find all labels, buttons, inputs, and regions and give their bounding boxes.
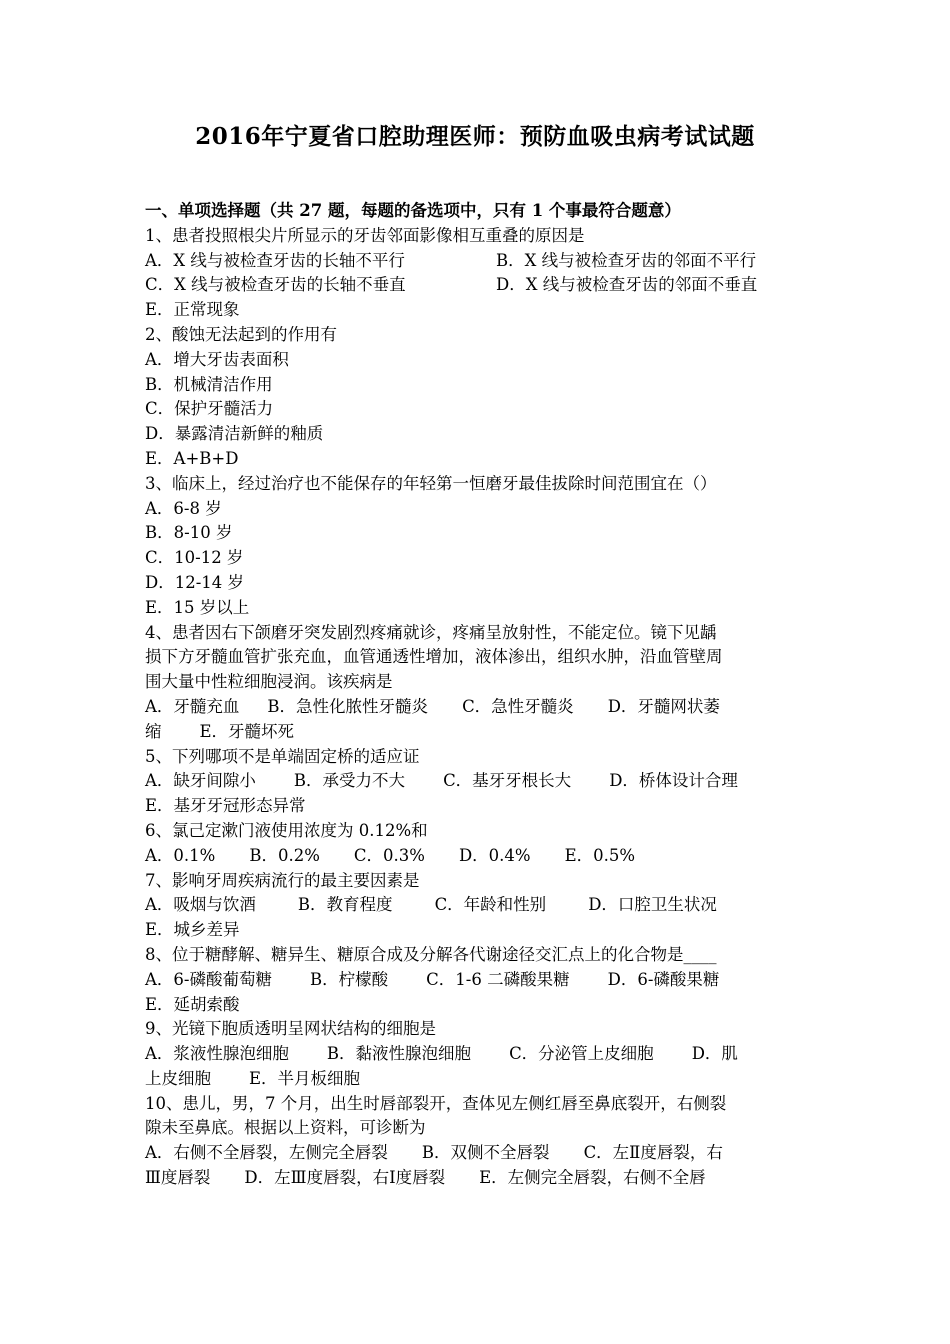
question-5-stem: 5、下列哪项不是单端固定桥的适应证: [145, 746, 420, 766]
option-e: E．基牙牙冠形态异常: [145, 796, 306, 816]
option-c: C．1-6 二磷酸果糖: [426, 969, 570, 989]
option-d: D．12-14 岁: [145, 572, 245, 592]
option-d: D．6-磷酸果糖: [607, 969, 720, 989]
question-10-stem-line-2: 隙未至鼻底。根据以上资料，可诊断为: [145, 1118, 426, 1138]
option-a: A．牙髓充血: [145, 696, 240, 716]
option-b: B．承受力不大: [293, 771, 406, 791]
option-b: B．机械清洁作用: [145, 374, 273, 394]
option-e: E．牙髓坏死: [199, 721, 295, 741]
option-c: C．10-12 岁: [145, 548, 244, 568]
question-10-options-row: [145, 1141, 815, 1166]
option-e: E．0.5%: [564, 845, 636, 865]
option-e: E．延胡索酸: [145, 994, 240, 1014]
option-d: D．0.4%: [458, 845, 531, 865]
document-body: [145, 199, 815, 1191]
question-5-options-row: [145, 769, 815, 794]
option-b: B．X 线与被检查牙齿的邻面不平行: [496, 250, 757, 270]
option-c: C．X 线与被检查牙齿的长轴不垂直: [145, 275, 406, 295]
question-6-stem: 6、氯己定漱门液使用浓度为 0.12%和: [145, 820, 428, 840]
option-d-continued: 上皮细胞: [145, 1068, 211, 1088]
question-1-options-row-1: [145, 249, 815, 274]
question-4-stem-line-2: 损下方牙髓血管扩张充血，血管通透性增加，液体渗出，组织水肿，沿血管壁周: [145, 647, 723, 667]
question-8-options-row: [145, 968, 815, 993]
option-d: D．桥体设计合理: [609, 771, 738, 791]
option-e: E．正常现象: [145, 300, 240, 320]
option-b: B．急性化脓性牙髓炎: [267, 696, 429, 716]
option-c: C．0.3%: [353, 845, 425, 865]
option-e: E．城乡差异: [145, 920, 240, 940]
option-d: D．X 线与被检查牙齿的邻面不垂直: [496, 275, 758, 295]
option-d: D．暴露清洁新鲜的釉质: [145, 424, 324, 444]
option-c: C．年龄和性别: [434, 895, 547, 915]
question-3-stem: 3、临床上，经过治疗也不能保存的年轻第一恒磨牙最佳拔除时间范围宜在（）: [145, 473, 717, 493]
option-d: D．口腔卫生状况: [588, 895, 717, 915]
option-a: A．缺牙间隙小: [145, 771, 256, 791]
option-b: B．8-10 岁: [145, 523, 233, 543]
option-a: A．浆液性腺泡细胞: [145, 1044, 289, 1064]
option-e: E．半月板细胞: [249, 1068, 361, 1088]
option-b: B．教育程度: [297, 895, 393, 915]
question-1-options-row-2: [145, 273, 815, 298]
option-d: D．左Ⅲ度唇裂，右Ⅰ度唇裂: [244, 1168, 446, 1188]
option-e: E．左侧完全唇裂，右侧不全唇: [479, 1168, 706, 1188]
option-c: C．急性牙髓炎: [462, 696, 574, 716]
question-10-options-row-2: [145, 1166, 815, 1191]
question-7-stem: 7、影响牙周疾病流行的最主要因素是: [145, 870, 420, 890]
question-4-stem-line-1: 4、患者因右下颌磨牙突发剧烈疼痛就诊，疼痛呈放射性，不能定位。镜下见龋: [145, 622, 717, 642]
question-9-stem: 9、光镜下胞质透明呈网状结构的细胞是: [145, 1019, 436, 1039]
option-a: A．6-磷酸葡萄糖: [145, 969, 272, 989]
option-c: C．分泌管上皮细胞: [509, 1044, 654, 1064]
question-7-options-row: [145, 893, 815, 918]
question-4-options-row-2: [145, 720, 815, 745]
document-title: 2016年宁夏省口腔助理医师：预防血吸虫病考试试题: [195, 123, 755, 150]
option-b: B．柠檬酸: [310, 969, 389, 989]
option-a: A．0.1%: [145, 845, 216, 865]
option-a: A．右侧不全唇裂，左侧完全唇裂: [145, 1143, 388, 1163]
question-2-stem: 2、酸蚀无法起到的作用有: [145, 324, 337, 344]
option-b: B．黏液性腺泡细胞: [326, 1044, 472, 1064]
option-b: B．双侧不全唇裂: [421, 1143, 550, 1163]
option-b: B．0.2%: [249, 845, 320, 865]
question-9-options-row: [145, 1042, 815, 1067]
question-4-options-row: [145, 695, 815, 720]
option-a: A．X 线与被检查牙齿的长轴不平行: [145, 250, 405, 270]
option-c: C．保护牙髓活力: [145, 399, 274, 419]
option-d: D．牙髓网状萎: [607, 696, 720, 716]
question-6-options-row: [145, 844, 815, 869]
option-e: E．15 岁以上: [145, 597, 250, 617]
question-4-stem-line-3: 围大量中性粒细胞浸润。该疾病是: [145, 672, 393, 692]
question-8-stem: 8、位于糖酵解、糖异生、糖原合成及分解各代谢途径交汇点上的化合物是____: [145, 944, 717, 964]
option-e: E．A+B+D: [145, 448, 239, 468]
option-c: C．基牙牙根长大: [443, 771, 572, 791]
option-c: C．左Ⅱ度唇裂，右: [583, 1143, 723, 1163]
option-a: A．增大牙齿表面积: [145, 349, 289, 369]
option-c-continued: Ⅲ度唇裂: [145, 1168, 211, 1188]
option-d-continued: 缩: [145, 721, 162, 741]
option-a: A．6-8 岁: [145, 498, 222, 518]
question-9-options-row-2: [145, 1067, 815, 1092]
option-a: A．吸烟与饮酒: [145, 895, 256, 915]
section-heading: 一、单项选择题（共 27 题，每题的备选项中，只有 1 个事最符合题意）: [145, 201, 681, 220]
question-1-stem: 1、患者投照根尖片所显示的牙齿邻面影像相互重叠的原因是: [145, 225, 585, 245]
question-10-stem-line-1: 10、患儿，男，7 个月，出生时唇部裂开，查体见左侧红唇至鼻底裂开，右侧裂: [145, 1093, 727, 1113]
option-d: D．肌: [691, 1044, 738, 1064]
